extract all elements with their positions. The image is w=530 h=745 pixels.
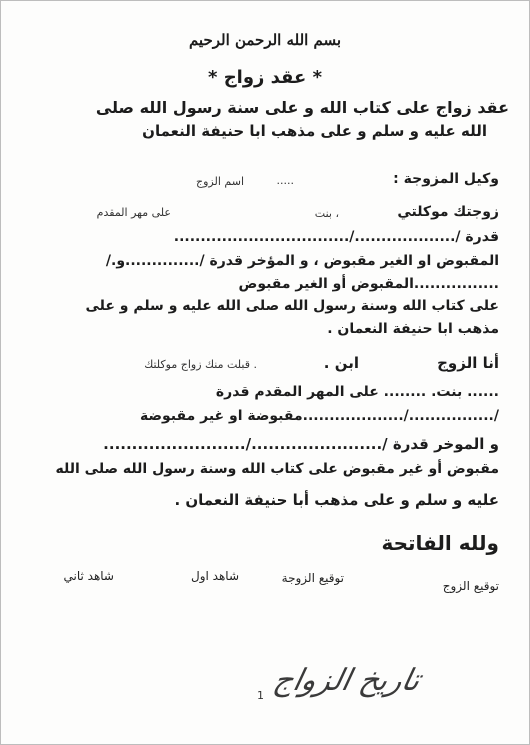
amount-line-1: قدرة /.................../................................. (173, 229, 499, 245)
agent-dots: ..... (276, 174, 294, 187)
intro-line-1: عقد زواج على كتاب الله و على سنة رسول الله صلى (95, 98, 509, 117)
book-sunnah-line-2: مذهب ابا حنيفة النعمان . (327, 321, 499, 337)
accepted-marriage-label: . قبلت منك زواج موكلتك (144, 358, 257, 371)
paid-unpaid-line-2: ................المقبوض أو الغير مقبوض (238, 276, 499, 292)
my-client-label: زوجتك موكلتي (397, 204, 499, 220)
page-marker: 1 (257, 689, 264, 702)
witness-1-label: شاهد اول (191, 569, 239, 583)
son-of-label: ابن . (323, 354, 359, 372)
bismillah-header: بسم الله الرحمن الرحيم (188, 31, 342, 49)
amount-line-2: /................/...................مقبوضة او غير مقبوضة (140, 408, 499, 424)
book-sunnah-line-1: على كتاب الله وسنة رسول الله صلى الله عليه و سلم و على (85, 298, 499, 314)
book-sunnah-line-3: مقبوض أو غير مقبوض على كتاب الله وسنة رسول الله صلى الله (55, 461, 499, 477)
bride-signature-label: توقيع الزوجة (281, 571, 344, 585)
bride-agent-label: وكيل المزوجة : (393, 171, 499, 187)
handwritten-marriage-date: تاريخ الزواج (269, 663, 423, 698)
daughter-dowry-line: ...... بنت. ........ على المهر المقدم قدرة (215, 384, 499, 400)
witness-2-label: شاهد ثاني (63, 569, 114, 583)
fatiha-heading: ولله الفاتحة (381, 531, 499, 555)
deferred-amount-line: و الموخر قدرة /......................./......................... (103, 435, 499, 453)
groom-label: أنا الزوج (437, 354, 499, 372)
paid-unpaid-line: المقبوض او الغير مقبوض ، و المؤخر قدرة /..............و./ (105, 253, 499, 269)
intro-line-2: الله عليه و سلم و على مذهب ابا حنيفة النعمان (142, 122, 487, 140)
daughter-label: ، بنت (314, 207, 339, 220)
book-sunnah-line-4: عليه و سلم و على مذهب أبا حنيفة النعمان . (174, 491, 499, 509)
groom-name-label: اسم الزوج (196, 175, 244, 188)
page-title: * عقد زواج * (208, 67, 322, 88)
dowry-advance-label: على مهر المقدم (96, 206, 171, 219)
groom-signature-label: توقيع الزوج (442, 579, 499, 593)
